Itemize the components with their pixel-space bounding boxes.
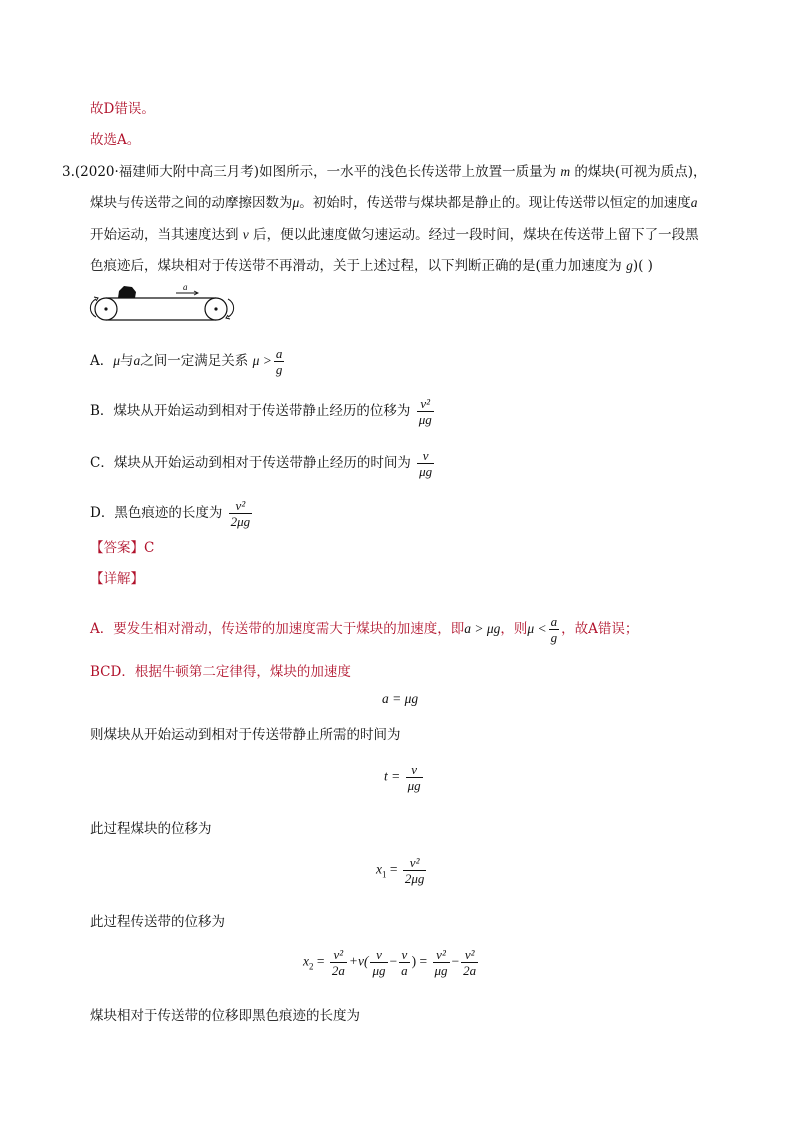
figure-label-a: a [183,283,188,292]
option-label: B． [90,403,114,419]
solution-disp-line: 此过程煤块的位移为 [90,821,212,837]
stem-var-a: a [690,195,698,210]
stem-text: )( ) [632,258,653,274]
option-a-fraction: $\frac{a}{g}$ [275,346,283,377]
equation-2-fraction: $\frac{v}{\mu g}$ [407,762,421,793]
option-b-fraction: $\frac{\text{v²}}{\mu g}$ [418,396,432,427]
explain-label: 【详解】 [90,571,144,587]
stem-text: 煤块与传送带之间的动摩擦因数为 [90,195,293,211]
solution-text: ，则 [500,621,528,637]
option-text: 与 [120,353,134,369]
solution-rel-line: 煤块相对于传送带的位移即黑色痕迹的长度为 [90,1008,360,1024]
option-var: a [133,353,141,368]
option-label: C． [90,455,114,471]
conveyor-belt-figure [88,283,238,325]
solution-time-line: 则煤块从开始运动到相对于传送带静止所需的时间为 [90,727,401,743]
option-var: μ [113,353,121,368]
question-source: (2020·福建师大附中高三月考) [74,164,260,180]
coal-block [118,286,136,298]
answer-label: 【答案】 [90,540,144,556]
answer-value: C [144,540,155,556]
intro-line-1: 故D错误。 [90,101,155,117]
solution-belt-line: 此过程传送带的位移为 [90,914,225,930]
solution-ineq: μ < [527,621,547,636]
option-text: 煤块从开始运动到相对于传送带静止经历的时间为 [113,455,411,471]
solution-text: A．要发生相对滑动，传送带的加速度需大于煤块的加速度，即 [90,621,465,637]
answer [90,539,154,557]
stem-text: 。初始时，传送带与煤块都是静止的。现让传送带以恒定的加速度 [299,195,691,211]
solution-ineq: a > μg [464,621,501,636]
option-b [90,396,436,427]
solution-a-line [90,614,638,645]
option-c [90,448,436,479]
solution-a-fraction: $\frac{a}{g}$ [550,614,558,645]
option-d-fraction: $\frac{\text{v²}}{2\mu g}$ [230,498,251,529]
intro-line-2: 故选A。 [90,132,141,148]
question-line-2 [90,194,698,212]
solution-bcd-line: BCD．根据牛顿第二定律得，煤块的加速度 [90,664,351,680]
question-line-1 [62,163,706,181]
option-text: 煤块从开始运动到相对于传送带静止经历的位移为 [113,403,411,419]
equation-4: $x_2$ = $\frac{\text{v²}}{2a}$ +v( $\frac{v}{\mu g}$ − $\frac{v}{a}$ ) = $\frac{\text{v²}}{\mu g}$ − $\frac{\text{v²}}{2a}$ [303,947,477,978]
option-text: 之间一定满足关系 [140,353,249,369]
stem-var-g: g [626,258,633,273]
equation-3-fraction: $\frac{\text{v²}}{2\mu g}$ [404,855,425,886]
equation-2: t = $\frac{v}{\mu g}$ [384,762,421,793]
question-line-4 [90,257,653,275]
rotation-arc-right [228,299,234,317]
stem-text: 如图所示，一水平的浅色长传送带上放置一质量为 [259,164,557,180]
option-label: D． [90,505,115,521]
option-text: 黑色痕迹的长度为 [114,505,223,521]
equation-3: $x_1$ = $\frac{\text{v²}}{2\mu g}$ [376,855,425,886]
stem-text: 色痕迹后，煤块相对于传送带不再滑动，关于上述过程，以下判断正确的是(重力加速度为 [90,258,622,274]
option-c-fraction: $\frac{v}{\mu g}$ [419,448,433,479]
stem-text: 的煤块(可视为质点)， [574,164,707,180]
stem-var-v: v [242,227,249,242]
option-label: A． [90,353,114,369]
question-line-3 [90,226,699,244]
option-relation: μ > [252,353,272,368]
stem-text: 开始运动，当其速度达到 [90,227,239,243]
stem-var-m: m [560,164,571,179]
question-number: 3. [62,164,75,180]
stem-var-mu: μ [292,195,300,210]
option-d [90,498,254,529]
equation-1: a = μg [382,691,419,706]
stem-text: 后，便以此速度做匀速运动。经过一段时间，煤块在传送带上留下了一段黑 [253,227,699,243]
option-a [90,346,286,377]
solution-text: ，故A错误； [561,621,639,637]
